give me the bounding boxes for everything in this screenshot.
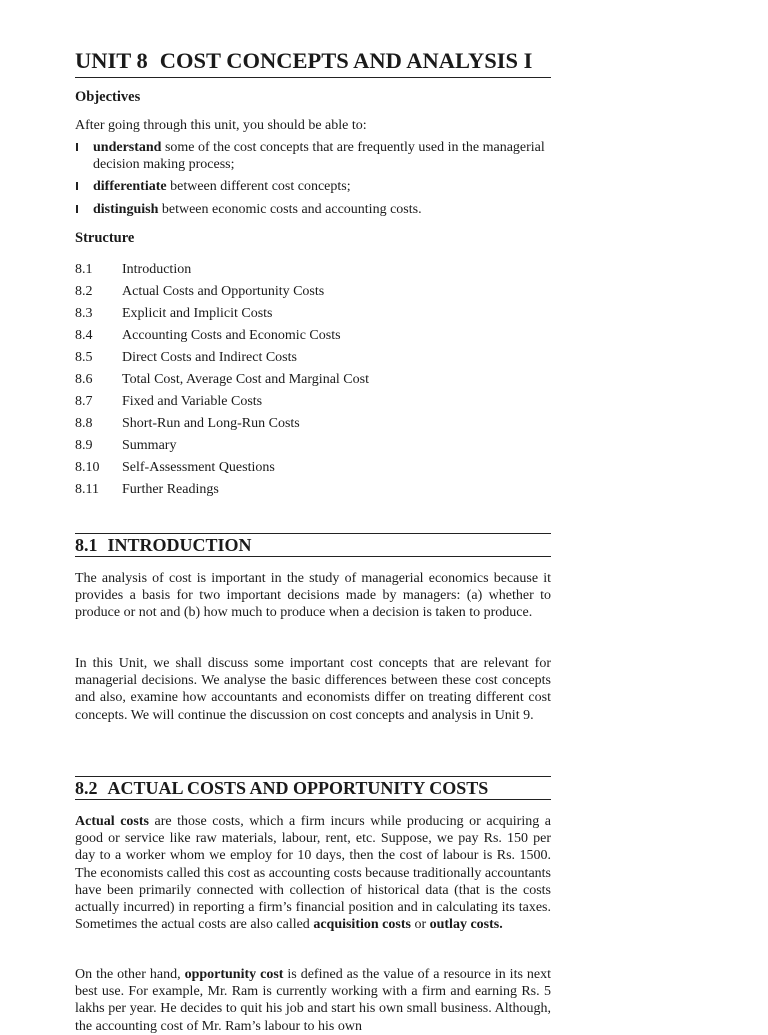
toc-item: 8.8 Short-Run and Long-Run Costs: [75, 416, 300, 431]
toc-item: 8.10 Self-Assessment Questions: [75, 460, 275, 475]
bullet-icon: [76, 143, 78, 151]
bullet-icon: [76, 205, 78, 213]
objective-item: differentiate between different cost concepts;: [75, 178, 551, 195]
bullet-icon: [76, 182, 78, 190]
toc-item: 8.11 Further Readings: [75, 482, 219, 497]
unit-number: UNIT 8: [75, 48, 148, 73]
toc-item: 8.6 Total Cost, Average Cost and Marginal Cost: [75, 372, 369, 387]
objective-item: understand some of the cost concepts that are frequently used in the managerial decision making process;: [75, 139, 551, 173]
opportunity-cost-paragraph: On the other hand, opportunity cost is defined as the value of a resource in its next best use. For example, Mr. Ram is currently working with a firm and earning Rs. 5 lakhs per year. He decides to quit his job and start his own small business. Although, the accounting cost of Mr. Ram’s labour to his own: [75, 967, 551, 1034]
toc-item: 8.1 Introduction: [75, 262, 192, 277]
toc-item: 8.3 Explicit and Implicit Costs: [75, 306, 273, 321]
toc-item: 8.9 Summary: [75, 438, 177, 453]
objectives-intro: After going through this unit, you should be able to:: [75, 118, 367, 133]
toc-item: 8.5 Direct Costs and Indirect Costs: [75, 350, 297, 365]
introduction-paragraph-2: In this Unit, we shall discuss some important cost concepts that are relevant for managerial decisions. We analyse the basic differences between these cost concepts and also, examine how accountants and economists differ on treating different cost concepts. We will continue the discussion on cost concepts and analysis in Unit 9.: [75, 656, 551, 723]
section-heading-actual-opportunity-costs: 8.2 ACTUAL COSTS AND OPPORTUNITY COSTS: [75, 776, 551, 800]
actual-costs-paragraph: Actual costs are those costs, which a firm incurs while producing or acquiring a good or service like raw materials, labour, rent, etc. Suppose, we pay Rs. 150 per day to a worker whom we employ for 10 days, then the cost of labour is Rs. 1500. The economists called this cost as accounting costs because traditionally accountants have been primarily connected with collection of historical data (that is the costs actually incurred) in reporting a firm’s financial position and in calculating its taxes. Sometimes the actual costs are also called acquisition costs or outlay costs.: [75, 814, 551, 933]
section-heading-introduction: 8.1 INTRODUCTION: [75, 533, 551, 557]
structure-heading: Structure: [75, 230, 135, 246]
objectives-list: [75, 139, 551, 223]
structure-list: [75, 259, 551, 501]
objectives-heading: Objectives: [75, 89, 141, 105]
unit-title-text: COST CONCEPTS AND ANALYSIS I: [159, 48, 533, 73]
toc-item: 8.2 Actual Costs and Opportunity Costs: [75, 284, 325, 299]
introduction-paragraph-1: The analysis of cost is important in the study of managerial economics because it provides a basis for two important decisions made by managers: (a) whether to produce or not and (b) how much to produce when a decision is taken to produce.: [75, 571, 551, 621]
objective-item: distinguish between economic costs and accounting costs.: [75, 201, 551, 218]
toc-item: 8.4 Accounting Costs and Economic Costs: [75, 328, 341, 343]
toc-item: 8.7 Fixed and Variable Costs: [75, 394, 263, 409]
unit-title: [75, 47, 551, 78]
